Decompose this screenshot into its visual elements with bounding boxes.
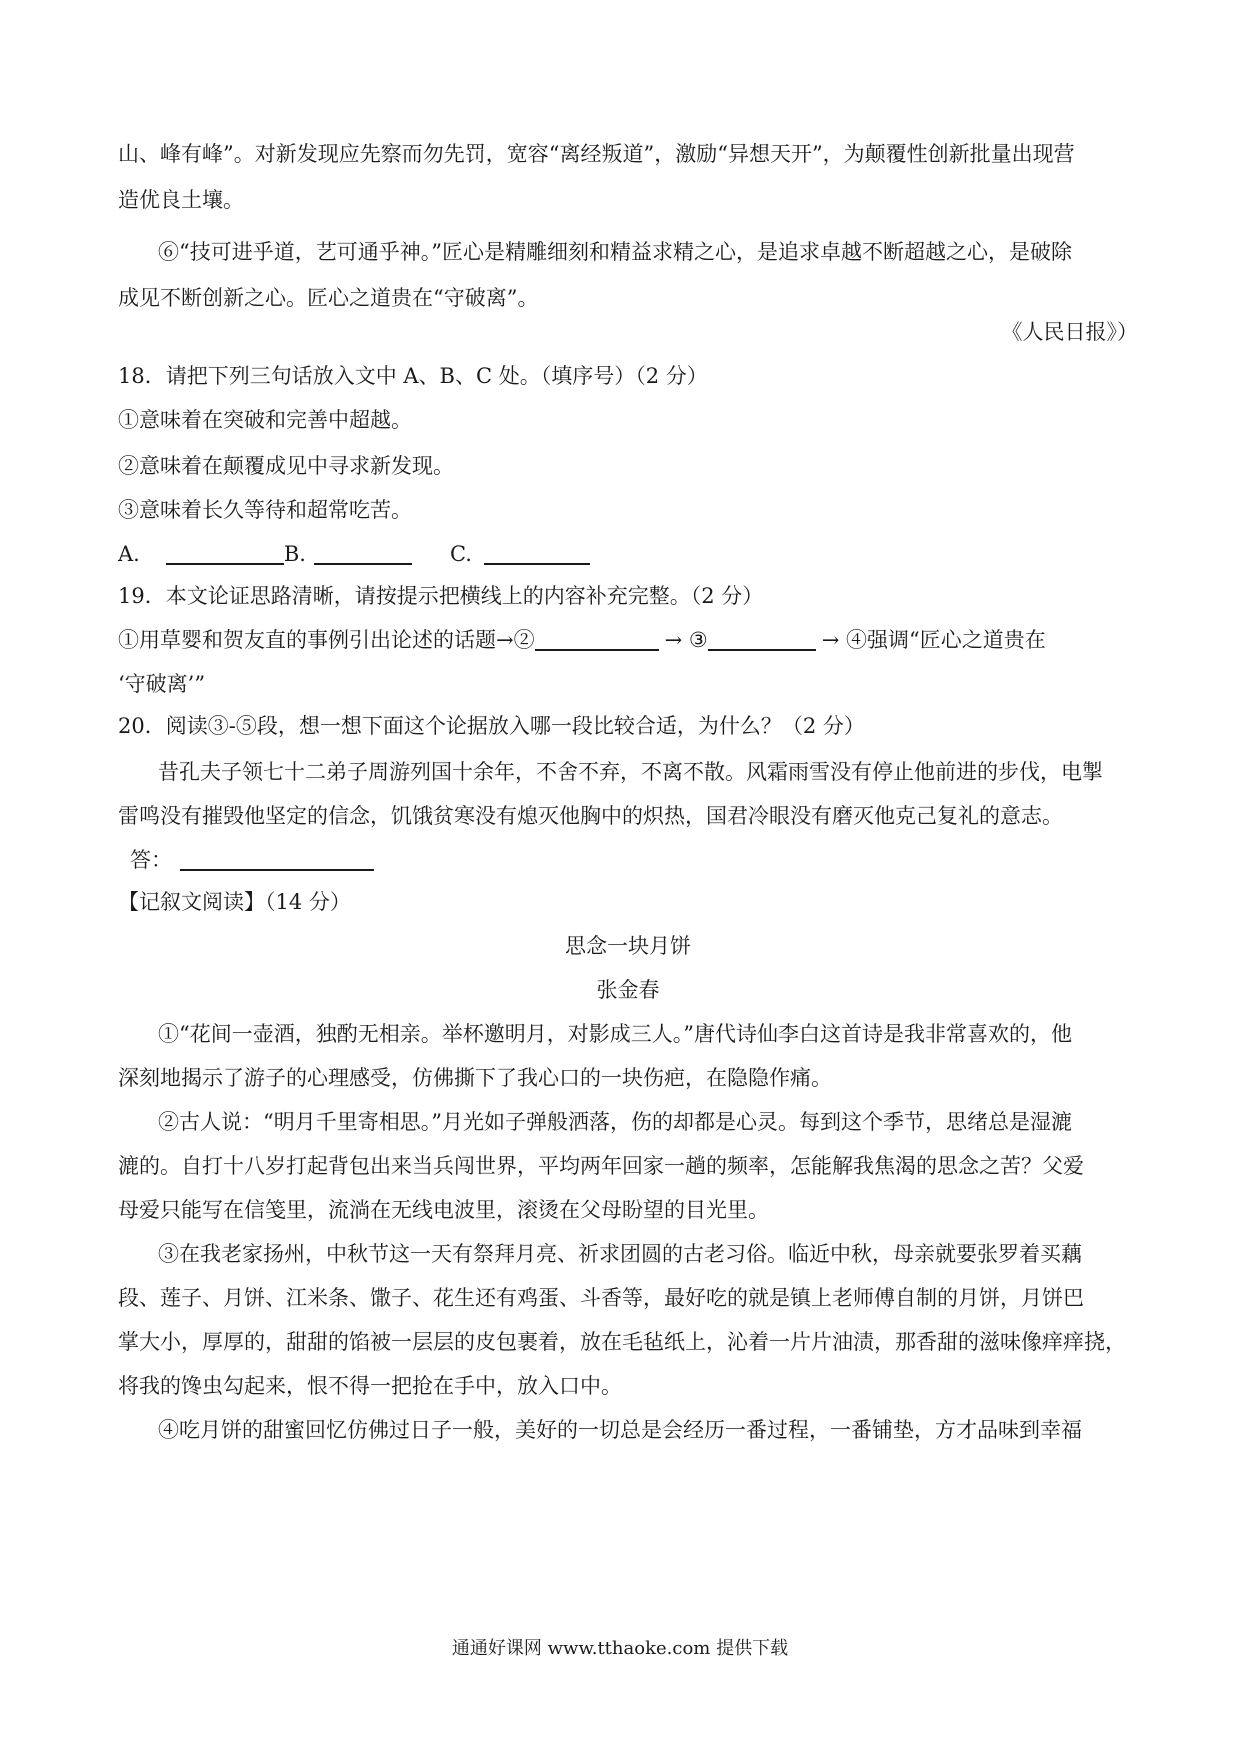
q18-option-3: ③意味着长久等待和超常吃苦。: [118, 498, 412, 522]
narrative-p1-line1: ①“花间一壶酒，独酌无相亲。举杯邀明月，对影成三人。”唐代诗仙李白这首诗是我非常喜欢的，他: [158, 1022, 1072, 1046]
narrative-p2-line3: 母爱只能写在信笺里，流淌在无线电波里，滚烫在父母盼望的目光里。: [118, 1198, 769, 1222]
essay-source: 《人民日报》）: [1001, 320, 1138, 344]
narrative-p2-line1: ②古人说：“明月千里寄相思。”月光如子弹般洒落，伤的却都是心灵。每到这个季节，思绪总是湿漉: [158, 1110, 1072, 1134]
narrative-p4-line1: ④吃月饼的甜蜜回忆仿佛过日子一般，美好的一切总是会经历一番过程，一番铺垫，方才品味到幸福: [158, 1418, 1082, 1442]
q19-stem: 19．本文论证思路清晰，请按提示把横线上的内容补充完整。（2 分）: [118, 584, 764, 608]
q18-option-1: ①意味着在突破和完善中超越。: [118, 408, 412, 432]
q20-answer-row: [130, 846, 1110, 874]
q19-segment-2: → ③: [664, 628, 708, 652]
q19-blank-3[interactable]: [708, 627, 816, 651]
narrative-section-heading: 【记叙文阅读】（14 分）: [118, 890, 351, 914]
q20-stem: 20．阅读③-⑤段，想一想下面这个论据放入哪一段比较合适，为什么？（2 分）: [118, 714, 865, 738]
q18-option-2: ②意味着在颠覆成见中寻求新发现。: [118, 454, 454, 478]
q19-line2: ‘守破离’”: [118, 672, 206, 696]
narrative-p1-line2: 深刻地揭示了游子的心理感受，仿佛撕下了我心口的一块伤疤，在隐隐作痛。: [118, 1066, 832, 1090]
q20-answer-blank[interactable]: [180, 847, 374, 871]
narrative-author: 张金春: [596, 978, 660, 1002]
essay-p6-line1: ⑥“技可进乎道，艺可通乎神。”匠心是精雕细刻和精益求精之心，是追求卓越不断超越之心，是破除: [158, 240, 1072, 264]
essay-p5-line2: 造优良土壤。: [118, 188, 244, 212]
q18-blank-b[interactable]: [314, 541, 412, 565]
q20-quote-line1: 昔孔夫子领七十二弟子周游列国十余年，不舍不弃，不离不散。风霜雨雪没有停止他前进的步伐，电掣: [158, 760, 1103, 784]
narrative-p3-line2: 段、莲子、月饼、江米条、馓子、花生还有鸡蛋、斗香等，最好吃的就是镇上老师傅自制的月饼，月饼巴: [118, 1286, 1084, 1310]
q18-label-a: A.: [118, 542, 140, 566]
q18-label-c: C.: [449, 542, 472, 566]
q18-answer-row: [118, 540, 1138, 568]
q20-quote-line2: 雷鸣没有摧毁他坚定的信念，饥饿贫寒没有熄灭他胸中的炽热，国君冷眼没有磨灭他克己复礼的意志。: [118, 804, 1063, 828]
narrative-p3-line4: 将我的馋虫勾起来，恨不得一把抢在手中，放入口中。: [118, 1374, 622, 1398]
page-footer: 通通好课网 www.tthaoke.com 提供下载: [451, 1638, 789, 1659]
q19-segment-1: ①用草婴和贺友直的事例引出论述的话题→②: [118, 628, 535, 652]
q18-label-b: B.: [283, 542, 306, 566]
essay-p5-line1: 山、峰有峰”。对新发现应先察而勿先罚，宽容“离经叛道”，激励“异想天开”，为颠覆性创新批量出现营: [118, 142, 1075, 166]
narrative-p3-line3: 掌大小，厚厚的，甜甜的馅被一层层的皮包裹着，放在毛毡纸上，沁着一片片油渍，那香甜的滋味像痒痒挠，: [118, 1330, 1126, 1354]
narrative-p2-line2: 漉的。自打十八岁打起背包出来当兵闯世界，平均两年回家一趟的频率，怎能解我焦渴的思念之苦？父爱: [118, 1154, 1084, 1178]
narrative-title: 思念一块月饼: [565, 934, 691, 958]
q18-stem: 18．请把下列三句话放入文中 A、B、C 处。（填序号）（2 分）: [118, 364, 708, 388]
narrative-p3-line1: ③在我老家扬州，中秋节这一天有祭拜月亮、祈求团圆的古老习俗。临近中秋，母亲就要张罗着买藕: [158, 1242, 1082, 1266]
q20-answer-label: 答：: [130, 848, 172, 872]
q18-blank-c[interactable]: [484, 541, 590, 565]
q19-segment-3: → ④强调“匠心之道贵在: [821, 628, 1046, 652]
q18-blank-a[interactable]: [166, 541, 284, 565]
essay-p6-line2: 成见不断创新之心。匠心之道贵在“守破离”。: [118, 286, 539, 310]
q19-blank-2[interactable]: [535, 627, 659, 651]
q19-line1: [118, 626, 1138, 654]
